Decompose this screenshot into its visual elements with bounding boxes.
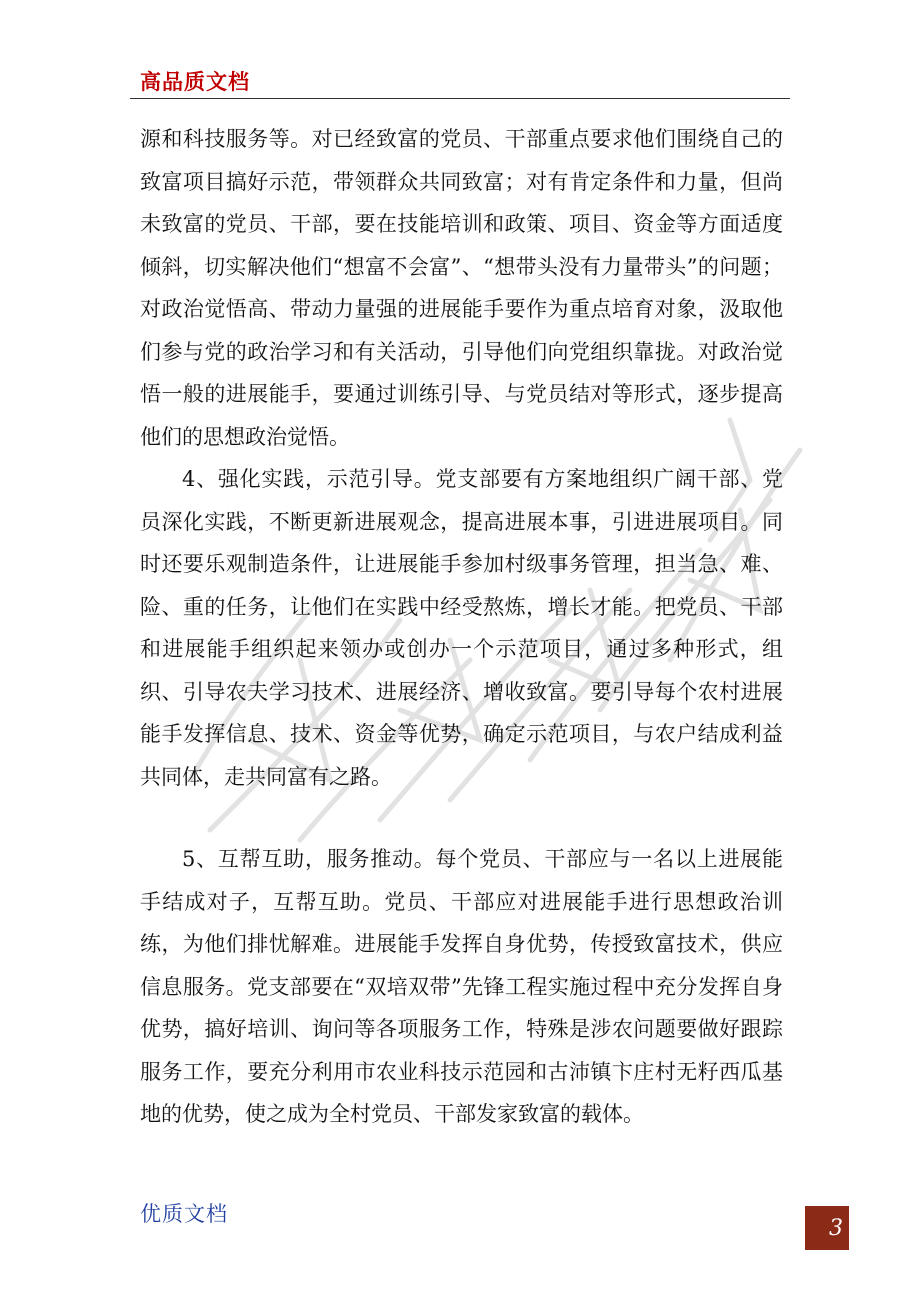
paragraph-4: 4、强化实践，示范引导。党支部要有方案地组织广阔干部、党员深化实践，不断更新进展观念，提高进展本事，引进进展项目。同时还要乐观制造条件，让进展能手参加村级事务管理，担当急、难、险、重的任务，让他们在实践中经受熬炼，增长才能。把党员、干部和进展能手组织起来领办或创办一个示范项目，通过多种形式，组织、引导农夫学习技术、进展经济、增收致富。要引导每个农村进展能手发挥信息、技术、资金等优势，确定示范项目，与农户结成利益共同体，走共同富有之路。: [140, 467, 783, 789]
header-title: 高品质文档: [140, 70, 250, 94]
page-number-badge: 3: [805, 1206, 849, 1250]
document-body: [140, 118, 783, 1136]
header-divider: [130, 98, 790, 99]
footer-title: 优质文档: [140, 1202, 228, 1226]
paragraph-5: 5、互帮互助，服务推动。每个党员、干部应与一名以上进展能手结成对子，互帮互助。党员、干部应对进展能手进行思想政治训练，为他们排忧解难。进展能手发挥自身优势，传授致富技术，供应信息服务。党支部要在“双培双带”先锋工程实施过程中充分发挥自身优势，搞好培训、询问等各项服务工作，特殊是涉农问题要做好跟踪服务工作，要充分利用市农业科技示范园和古沛镇卞庄村无籽西瓜基地的优势，使之成为全村党员、干部发家致富的载体。: [140, 847, 783, 1126]
paragraph-continued: 源和科技服务等。对已经致富的党员、干部重点要求他们围绕自己的致富项目搞好示范，带领群众共同致富；对有肯定条件和力量，但尚未致富的党员、干部，要在技能培训和政策、项目、资金等方面适度倾斜，切实解决他们“想富不会富”、“想带头没有力量带头”的问题；对政治觉悟高、带动力量强的进展能手要作为重点培育对象，汲取他们参与党的政治学习和有关活动，引导他们向党组织靠拢。对政治觉悟一般的进展能手，要通过训练引导、与党员结对等形式，逐步提高他们的思想政治觉悟。: [140, 127, 783, 449]
